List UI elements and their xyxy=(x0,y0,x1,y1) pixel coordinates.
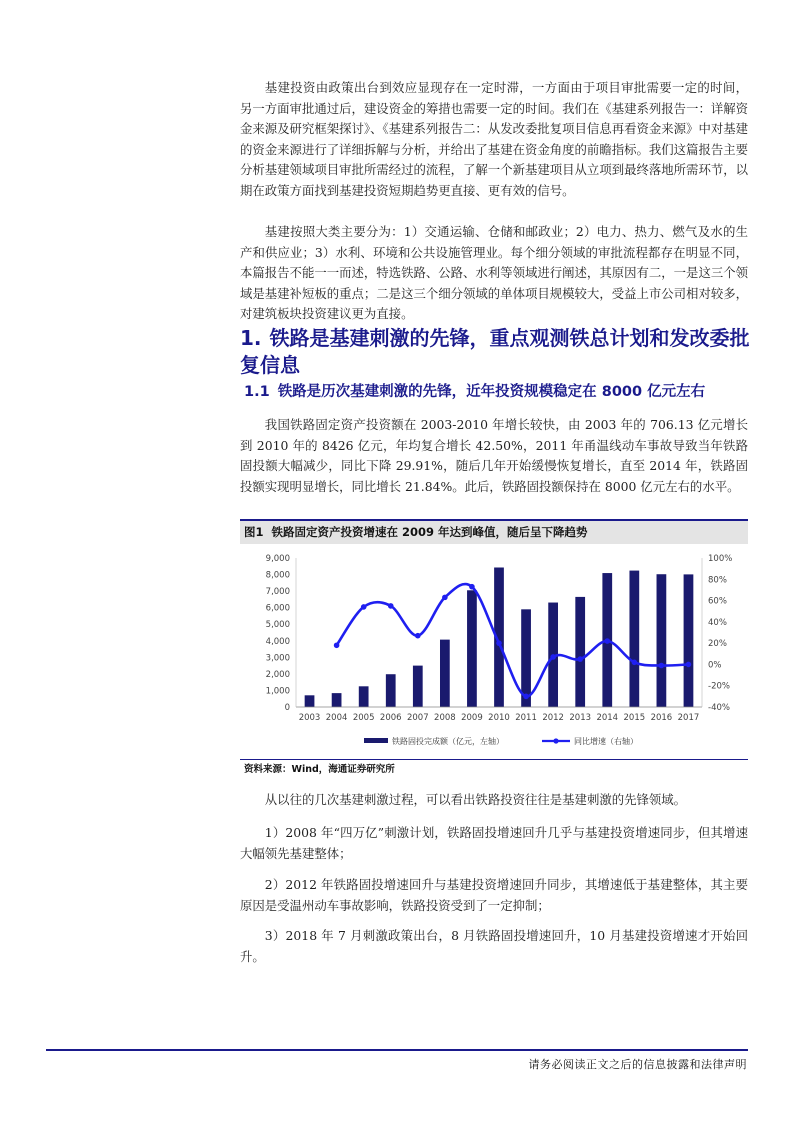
x-tick-label: 2015 xyxy=(623,713,646,723)
y-left-tick-label: 0 xyxy=(284,703,290,713)
y-right-tick-label: 20% xyxy=(708,639,727,650)
growth-point-2009 xyxy=(469,584,475,590)
y-left-tick-label: 5,000 xyxy=(265,620,290,631)
y-right-tick-label: -20% xyxy=(708,681,730,692)
intro-paragraph-1: 基建投资由政策出台到效应显现存在一定时滞，一方面由于项目审批需要一定的时间，另一方面审批通过后，建设资金的筹措也需要一定的时间。我们在《基建系列报告一：详解资金来源及研究框架探讨》、《基建系列报告二：从发改委批复项目信息再看资金来源》中对基建的资金来源进行了详细拆解与分析，并给出了基建在资金角度的前瞻指标。我们这篇报告主要分析基建领域项目审批所需经过的流程，了解一个新基建项目从立项到最终落地所需环节，以期在政策方面找到基建投资短期趋势更直接、更有效的信号。 xyxy=(240,80,749,198)
y-left-tick-label: 1,000 xyxy=(265,686,290,697)
section-1-number: 1. xyxy=(240,326,262,350)
bar-2016 xyxy=(657,574,667,707)
bar-2004 xyxy=(332,693,342,707)
legend-bar-swatch xyxy=(364,738,388,743)
section-1-heading xyxy=(240,325,760,379)
figure-source: 资料来源：Wind，海通证券研究所 xyxy=(244,764,395,775)
section-1-1-heading xyxy=(244,381,764,403)
y-left-tick-label: 7,000 xyxy=(265,587,290,598)
growth-point-2010 xyxy=(496,640,502,646)
after-paragraph-4: 3）2018 年 7 月刺激政策出台，8 月铁路固投增速回升，10 月基建投资增速才开始回升。 xyxy=(240,928,748,964)
railway-investment-chart xyxy=(240,544,748,760)
x-tick-label: 2005 xyxy=(352,713,375,723)
footer-disclaimer: 请务必阅读正文之后的信息披露和法律声明 xyxy=(528,1058,747,1071)
growth-point-2017 xyxy=(686,662,692,668)
bar-2003 xyxy=(305,695,315,707)
legend-bar-label: 铁路固投完成额（亿元，左轴） xyxy=(392,737,504,746)
bar-2006 xyxy=(386,674,396,707)
growth-point-2016 xyxy=(659,663,665,669)
intro-paragraph-2: 基建按照大类主要分为：1）交通运输、仓储和邮政业；2）电力、热力、燃气及水的生产和供应业；3）水利、环境和公共设施管理业。每个细分领域的审批流程都存在明显不同，本篇报告不能一一而述，特选铁路、公路、水利等领域进行阐述，其原因有二，一是这三个领域是基建补短板的重点；二是这三个细分领域的单体项目规模较大，受益上市公司相对较多，对建筑板块投资建议更为直接。 xyxy=(240,224,749,322)
y-left-tick-label: 4,000 xyxy=(265,636,290,647)
after-paragraph-2: 1）2008 年“四万亿”刺激计划，铁路固投增速回升几乎与基建投资增速同步，但其增速大幅领先基建整体； xyxy=(240,825,748,861)
growth-point-2011 xyxy=(523,694,529,700)
x-tick-label: 2013 xyxy=(569,713,592,723)
figure-bottom-rule xyxy=(240,759,748,760)
y-right-tick-label: -40% xyxy=(708,703,730,713)
bar-2008 xyxy=(440,640,450,707)
after-paragraph-1: 从以往的几次基建刺激过程，可以看出铁路投资往往是基建刺激的先锋领域。 xyxy=(264,792,687,807)
bar-2005 xyxy=(359,686,369,707)
growth-point-2008 xyxy=(442,595,448,601)
x-tick-label: 2009 xyxy=(461,713,483,723)
x-tick-label: 2006 xyxy=(379,713,402,723)
x-tick-label: 2012 xyxy=(542,713,564,723)
growth-point-2015 xyxy=(632,660,638,666)
x-tick-label: 2008 xyxy=(434,713,456,723)
y-left-tick-label: 3,000 xyxy=(265,653,290,664)
section-1-1-title: 铁路是历次基建刺激的先锋，近年投资规模稳定在 8000 亿元左右 xyxy=(277,384,706,400)
figure-title xyxy=(244,524,588,540)
bar-2015 xyxy=(629,571,639,707)
figure-label: 图1 xyxy=(244,525,264,539)
growth-point-2013 xyxy=(577,656,583,662)
x-tick-label: 2017 xyxy=(677,713,700,723)
figure-title-text: 铁路固定资产投资增速在 2009 年达到峰值，随后呈下降趋势 xyxy=(271,525,588,539)
y-left-tick-label: 9,000 xyxy=(265,554,290,564)
legend-line-marker xyxy=(553,738,558,743)
y-right-tick-label: 80% xyxy=(708,575,727,586)
section-1-title: 铁路是基建刺激的先锋，重点观测铁总计划和发改委批复信息 xyxy=(240,326,750,377)
legend-line-label: 同比增速（右轴） xyxy=(574,737,638,746)
bar-2009 xyxy=(467,590,477,707)
x-tick-label: 2014 xyxy=(596,713,619,723)
after-paragraph-3: 2）2012 年铁路固投增速回升与基建投资增速回升同步，其增速低于基建整体，其主要原因是受温州动车事故影响，铁路投资受到了一定抑制； xyxy=(240,877,748,913)
section-1-1-paragraph: 我国铁路固定资产投资额在 2003-2010 年增长较快，由 2003 年的 706.13 亿元增长到 2010 年的 8426 亿元，年均复合增长 42.50%，2011 年甬温线动车事故导致当年铁路固投额大幅减少，同比下降 29.91%，随后几年开始缓慢恢复增长，直至 2014 年，铁路固投额实现明显增长，同比增长 21.84%。此后，铁路固投额保持在 8000 亿元左右的水平。 xyxy=(240,417,748,494)
x-tick-label: 2010 xyxy=(488,713,510,723)
section-1-1-number: 1.1 xyxy=(244,384,270,400)
growth-point-2012 xyxy=(550,654,556,660)
bar-2013 xyxy=(575,597,585,707)
y-right-tick-label: 0% xyxy=(708,660,722,671)
y-left-tick-label: 2,000 xyxy=(265,669,290,680)
x-tick-label: 2003 xyxy=(298,713,321,723)
x-tick-label: 2011 xyxy=(515,713,537,723)
growth-point-2005 xyxy=(361,604,367,610)
x-tick-label: 2007 xyxy=(406,713,429,723)
growth-point-2006 xyxy=(388,603,394,609)
bar-2007 xyxy=(413,666,423,707)
y-right-tick-label: 100% xyxy=(708,554,733,564)
y-left-tick-label: 6,000 xyxy=(265,603,290,614)
growth-point-2014 xyxy=(604,638,610,644)
bar-2017 xyxy=(684,574,694,707)
footer-rule xyxy=(46,1049,748,1051)
growth-point-2007 xyxy=(415,633,421,639)
y-right-tick-label: 60% xyxy=(708,596,727,607)
x-tick-label: 2004 xyxy=(325,713,348,723)
growth-point-2004 xyxy=(334,642,340,648)
x-tick-label: 2016 xyxy=(650,713,673,723)
y-right-tick-label: 40% xyxy=(708,617,727,628)
y-left-tick-label: 8,000 xyxy=(265,570,290,581)
